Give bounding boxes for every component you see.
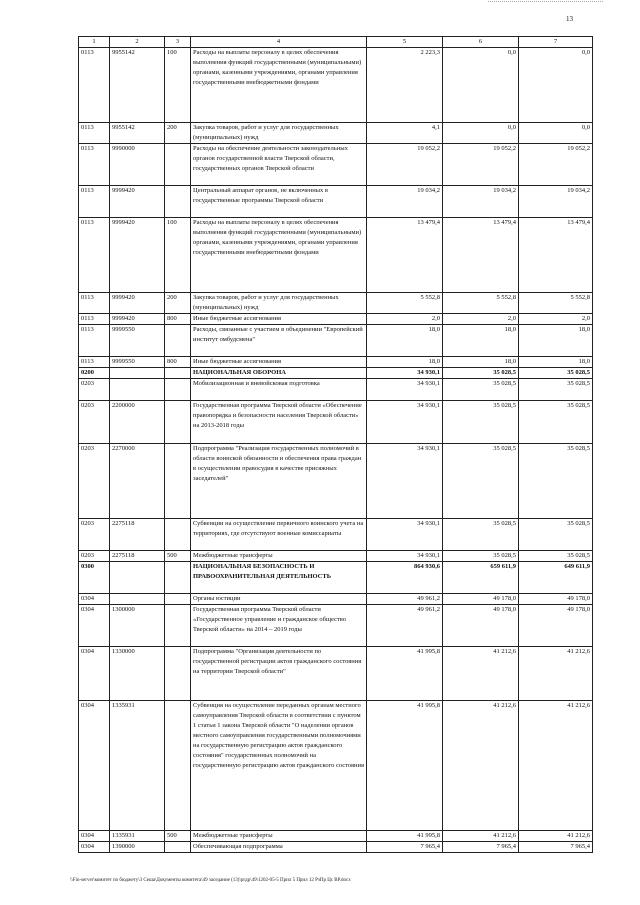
target-article-code: 9955142 <box>110 48 165 123</box>
expense-type-code <box>165 562 191 594</box>
amount-col5: 34 930,1 <box>367 379 443 401</box>
item-name: Государственная программа Тверской области «Обеспечение правопорядка и безопасности населения Тверской области» на 2013-2018 годы <box>191 401 367 444</box>
amount-col6: 13 479,4 <box>443 218 519 293</box>
amount-col7: 35 028,5 <box>519 551 593 562</box>
item-name: Расходы на обеспечение деятельности законодательных органов государственной власти Тверской области, государственных органов Тверской области <box>191 144 367 186</box>
target-article-code: 1335931 <box>110 701 165 831</box>
target-article-code: 9990000 <box>110 144 165 186</box>
amount-col7: 18,0 <box>519 325 593 357</box>
item-name: Центральный аппарат органов, не включенных в государственные программы Тверской области <box>191 186 367 218</box>
amount-col7: 41 212,6 <box>519 831 593 842</box>
target-article-code: 1390000 <box>110 842 165 853</box>
item-name: Мобилизационная и вневойсковая подготовка <box>191 379 367 401</box>
item-name: Субвенция на осуществление переданных органам местного самоуправления Тверской области в соответствии с пунктом 1 статьи 1 закона Тверской области "О наделении органов местного самоуправления государственными полномочиями на государственную регистрацию актов гражданского состояния" государственных полномочий на государственную регистрацию актов гражданского состояния <box>191 701 367 831</box>
target-article-code <box>110 379 165 401</box>
table-row <box>79 401 593 444</box>
item-name: Межбюджетные трансферты <box>191 831 367 842</box>
section-code: 0113 <box>79 123 110 144</box>
target-article-code: 1330000 <box>110 647 165 701</box>
column-number-6: 6 <box>443 37 519 48</box>
table-row <box>79 605 593 647</box>
item-name: Закупка товаров, работ и услуг для государственных (муниципальных) нужд <box>191 123 367 144</box>
table-row <box>79 144 593 186</box>
amount-col5: 5 552,8 <box>367 293 443 314</box>
amount-col7: 0,0 <box>519 123 593 144</box>
section-code: 0203 <box>79 519 110 551</box>
amount-col6: 35 028,5 <box>443 519 519 551</box>
amount-col5: 864 930,6 <box>367 562 443 594</box>
amount-col7: 35 028,5 <box>519 519 593 551</box>
table-row <box>79 186 593 218</box>
amount-col6: 35 028,5 <box>443 368 519 379</box>
expense-type-code <box>165 401 191 444</box>
amount-col7: 2,0 <box>519 314 593 325</box>
amount-col6: 7 965,4 <box>443 842 519 853</box>
amount-col6: 18,0 <box>443 357 519 368</box>
expense-type-code <box>165 519 191 551</box>
target-article-code: 9999550 <box>110 325 165 357</box>
item-name: Расходы на выплаты персоналу в целях обеспечения выполнения функций государственными (муниципальными) органами, казенными учреждениями, органами управления государственными внебюджетными фондами <box>191 48 367 123</box>
target-article-code: 2270000 <box>110 444 165 519</box>
expense-type-code <box>165 594 191 605</box>
expense-type-code <box>165 842 191 853</box>
column-number-3: 3 <box>165 37 191 48</box>
amount-col6: 2,0 <box>443 314 519 325</box>
page-number: 13 <box>566 15 573 23</box>
table-row <box>79 293 593 314</box>
amount-col6: 35 028,5 <box>443 401 519 444</box>
expense-type-code: 100 <box>165 48 191 123</box>
section-code: 0113 <box>79 48 110 123</box>
amount-col5: 34 930,1 <box>367 551 443 562</box>
target-article-code: 9955142 <box>110 123 165 144</box>
amount-col5: 18,0 <box>367 357 443 368</box>
table-row <box>79 218 593 293</box>
amount-col6: 35 028,5 <box>443 551 519 562</box>
amount-col5: 49 961,2 <box>367 605 443 647</box>
target-article-code: 1300000 <box>110 605 165 647</box>
file-path-footer: \\Fin-server\комитет по бюджету\3 Сеша\Документы комитета\49 заседание (13)\ргдр\49\1202-05-5 Прил 5 Прил 12 РзПр Цс ВР.docx <box>70 878 351 883</box>
section-code: 0203 <box>79 401 110 444</box>
amount-col5: 2 223,3 <box>367 48 443 123</box>
target-article-code: 2275118 <box>110 519 165 551</box>
amount-col6: 19 052,2 <box>443 144 519 186</box>
amount-col6: 18,0 <box>443 325 519 357</box>
expense-type-code: 800 <box>165 357 191 368</box>
section-code: 0304 <box>79 701 110 831</box>
expense-type-code: 200 <box>165 293 191 314</box>
table-row <box>79 551 593 562</box>
scan-artifact <box>488 1 603 5</box>
amount-col6: 5 552,8 <box>443 293 519 314</box>
item-name: Подпрограмма "Организация деятельности по государственной регистрации актов гражданского состояния на территории Тверской области" <box>191 647 367 701</box>
section-code: 0200 <box>79 368 110 379</box>
section-code: 0203 <box>79 551 110 562</box>
expense-type-code: 100 <box>165 218 191 293</box>
amount-col5: 19 052,2 <box>367 144 443 186</box>
item-name: Расходы, связанные с участием в объединении "Европейский институт омбудсмена" <box>191 325 367 357</box>
expense-type-code: 500 <box>165 551 191 562</box>
section-code: 0304 <box>79 605 110 647</box>
amount-col7: 13 479,4 <box>519 218 593 293</box>
amount-col5: 34 930,1 <box>367 519 443 551</box>
item-name: Государственная программа Тверской области «Государственное управление и гражданское общество Тверской области» на 2014 – 2019 годы <box>191 605 367 647</box>
item-name: Расходы на выплаты персоналу в целях обеспечения выполнения функций государственными (муниципальными) органами, казенными учреждениями, органами управления государственными внебюджетными фондами <box>191 218 367 293</box>
target-article-code: 9999550 <box>110 357 165 368</box>
amount-col7: 49 178,0 <box>519 605 593 647</box>
item-name: Подпрограмма "Реализация государственных полномочий в области воинской обязанности и обеспечения права граждан в осуществлении правосудия в качестве присяжных заседателей" <box>191 444 367 519</box>
amount-col5: 2,0 <box>367 314 443 325</box>
column-number-2: 2 <box>110 37 165 48</box>
table-header-row <box>79 37 593 48</box>
item-name: Субвенции на осуществление первичного воинского учета на территориях, где отсутствуют военные комиссариаты <box>191 519 367 551</box>
amount-col5: 41 995,8 <box>367 831 443 842</box>
amount-col5: 34 930,1 <box>367 401 443 444</box>
item-name: Иные бюджетные ассигнования <box>191 357 367 368</box>
amount-col7: 41 212,6 <box>519 701 593 831</box>
target-article-code: 1335931 <box>110 831 165 842</box>
item-name: Межбюджетные трансферты <box>191 551 367 562</box>
expense-type-code: 500 <box>165 831 191 842</box>
amount-col7: 649 611,9 <box>519 562 593 594</box>
table-row <box>79 357 593 368</box>
amount-col7: 41 212,6 <box>519 647 593 701</box>
section-code: 0304 <box>79 831 110 842</box>
amount-col6: 0,0 <box>443 123 519 144</box>
amount-col5: 18,0 <box>367 325 443 357</box>
amount-col7: 35 028,5 <box>519 379 593 401</box>
amount-col6: 35 028,5 <box>443 444 519 519</box>
amount-col7: 19 052,2 <box>519 144 593 186</box>
amount-col7: 49 178,0 <box>519 594 593 605</box>
section-code: 0304 <box>79 842 110 853</box>
amount-col7: 7 965,4 <box>519 842 593 853</box>
table-row <box>79 48 593 123</box>
expense-type-code <box>165 368 191 379</box>
amount-col7: 19 034,2 <box>519 186 593 218</box>
amount-col7: 35 028,5 <box>519 444 593 519</box>
column-number-5: 5 <box>367 37 443 48</box>
section-code: 0203 <box>79 444 110 519</box>
amount-col5: 41 995,8 <box>367 701 443 831</box>
section-code: 0304 <box>79 594 110 605</box>
amount-col6: 49 178,0 <box>443 594 519 605</box>
target-article-code: 9999420 <box>110 218 165 293</box>
item-name: НАЦИОНАЛЬНАЯ БЕЗОПАСНОСТЬ И ПРАВООХРАНИТЕЛЬНАЯ ДЕЯТЕЛЬНОСТЬ <box>191 562 367 594</box>
table-row <box>79 519 593 551</box>
section-code: 0113 <box>79 186 110 218</box>
section-code: 0113 <box>79 357 110 368</box>
target-article-code <box>110 562 165 594</box>
amount-col7: 0,0 <box>519 48 593 123</box>
item-name: Иные бюджетные ассигнования <box>191 314 367 325</box>
section-code: 0113 <box>79 218 110 293</box>
amount-col7: 5 552,8 <box>519 293 593 314</box>
table-row <box>79 379 593 401</box>
section-code: 0304 <box>79 647 110 701</box>
section-code: 0113 <box>79 314 110 325</box>
amount-col6: 659 611,9 <box>443 562 519 594</box>
amount-col6: 41 212,6 <box>443 701 519 831</box>
amount-col5: 19 034,2 <box>367 186 443 218</box>
table-row <box>79 123 593 144</box>
column-number-4: 4 <box>191 37 367 48</box>
table-row <box>79 368 593 379</box>
item-name: НАЦИОНАЛЬНАЯ ОБОРОНА <box>191 368 367 379</box>
amount-col5: 4,1 <box>367 123 443 144</box>
amount-col7: 18,0 <box>519 357 593 368</box>
amount-col6: 0,0 <box>443 48 519 123</box>
target-article-code <box>110 594 165 605</box>
expense-type-code: 200 <box>165 123 191 144</box>
table-row <box>79 594 593 605</box>
expense-type-code <box>165 186 191 218</box>
section-code: 0203 <box>79 379 110 401</box>
budget-table <box>78 36 593 853</box>
section-code: 0113 <box>79 325 110 357</box>
amount-col5: 41 995,8 <box>367 647 443 701</box>
amount-col5: 7 965,4 <box>367 842 443 853</box>
section-code: 0300 <box>79 562 110 594</box>
item-name: Органы юстиции <box>191 594 367 605</box>
amount-col6: 41 212,6 <box>443 647 519 701</box>
amount-col5: 34 930,1 <box>367 444 443 519</box>
amount-col7: 35 028,5 <box>519 368 593 379</box>
amount-col6: 49 178,0 <box>443 605 519 647</box>
table-row <box>79 314 593 325</box>
amount-col5: 13 479,4 <box>367 218 443 293</box>
expense-type-code <box>165 605 191 647</box>
table-row <box>79 325 593 357</box>
target-article-code: 9999420 <box>110 314 165 325</box>
table-row <box>79 842 593 853</box>
expense-type-code <box>165 325 191 357</box>
expense-type-code <box>165 144 191 186</box>
column-number-1: 1 <box>79 37 110 48</box>
column-number-7: 7 <box>519 37 593 48</box>
item-name: Обеспечивающая подпрограмма <box>191 842 367 853</box>
section-code: 0113 <box>79 144 110 186</box>
table-row <box>79 831 593 842</box>
amount-col6: 19 034,2 <box>443 186 519 218</box>
target-article-code: 9999420 <box>110 186 165 218</box>
target-article-code <box>110 368 165 379</box>
expense-type-code <box>165 444 191 519</box>
target-article-code: 2200000 <box>110 401 165 444</box>
target-article-code: 9999420 <box>110 293 165 314</box>
amount-col6: 35 028,5 <box>443 379 519 401</box>
target-article-code: 2275118 <box>110 551 165 562</box>
expense-type-code <box>165 379 191 401</box>
expense-type-code <box>165 701 191 831</box>
amount-col7: 35 028,5 <box>519 401 593 444</box>
table-row <box>79 647 593 701</box>
expense-type-code <box>165 647 191 701</box>
table-row <box>79 701 593 831</box>
amount-col5: 34 930,1 <box>367 368 443 379</box>
expense-type-code: 800 <box>165 314 191 325</box>
table-row <box>79 444 593 519</box>
amount-col5: 49 961,2 <box>367 594 443 605</box>
section-code: 0113 <box>79 293 110 314</box>
table-row <box>79 562 593 594</box>
amount-col6: 41 212,6 <box>443 831 519 842</box>
item-name: Закупка товаров, работ и услуг для государственных (муниципальных) нужд <box>191 293 367 314</box>
